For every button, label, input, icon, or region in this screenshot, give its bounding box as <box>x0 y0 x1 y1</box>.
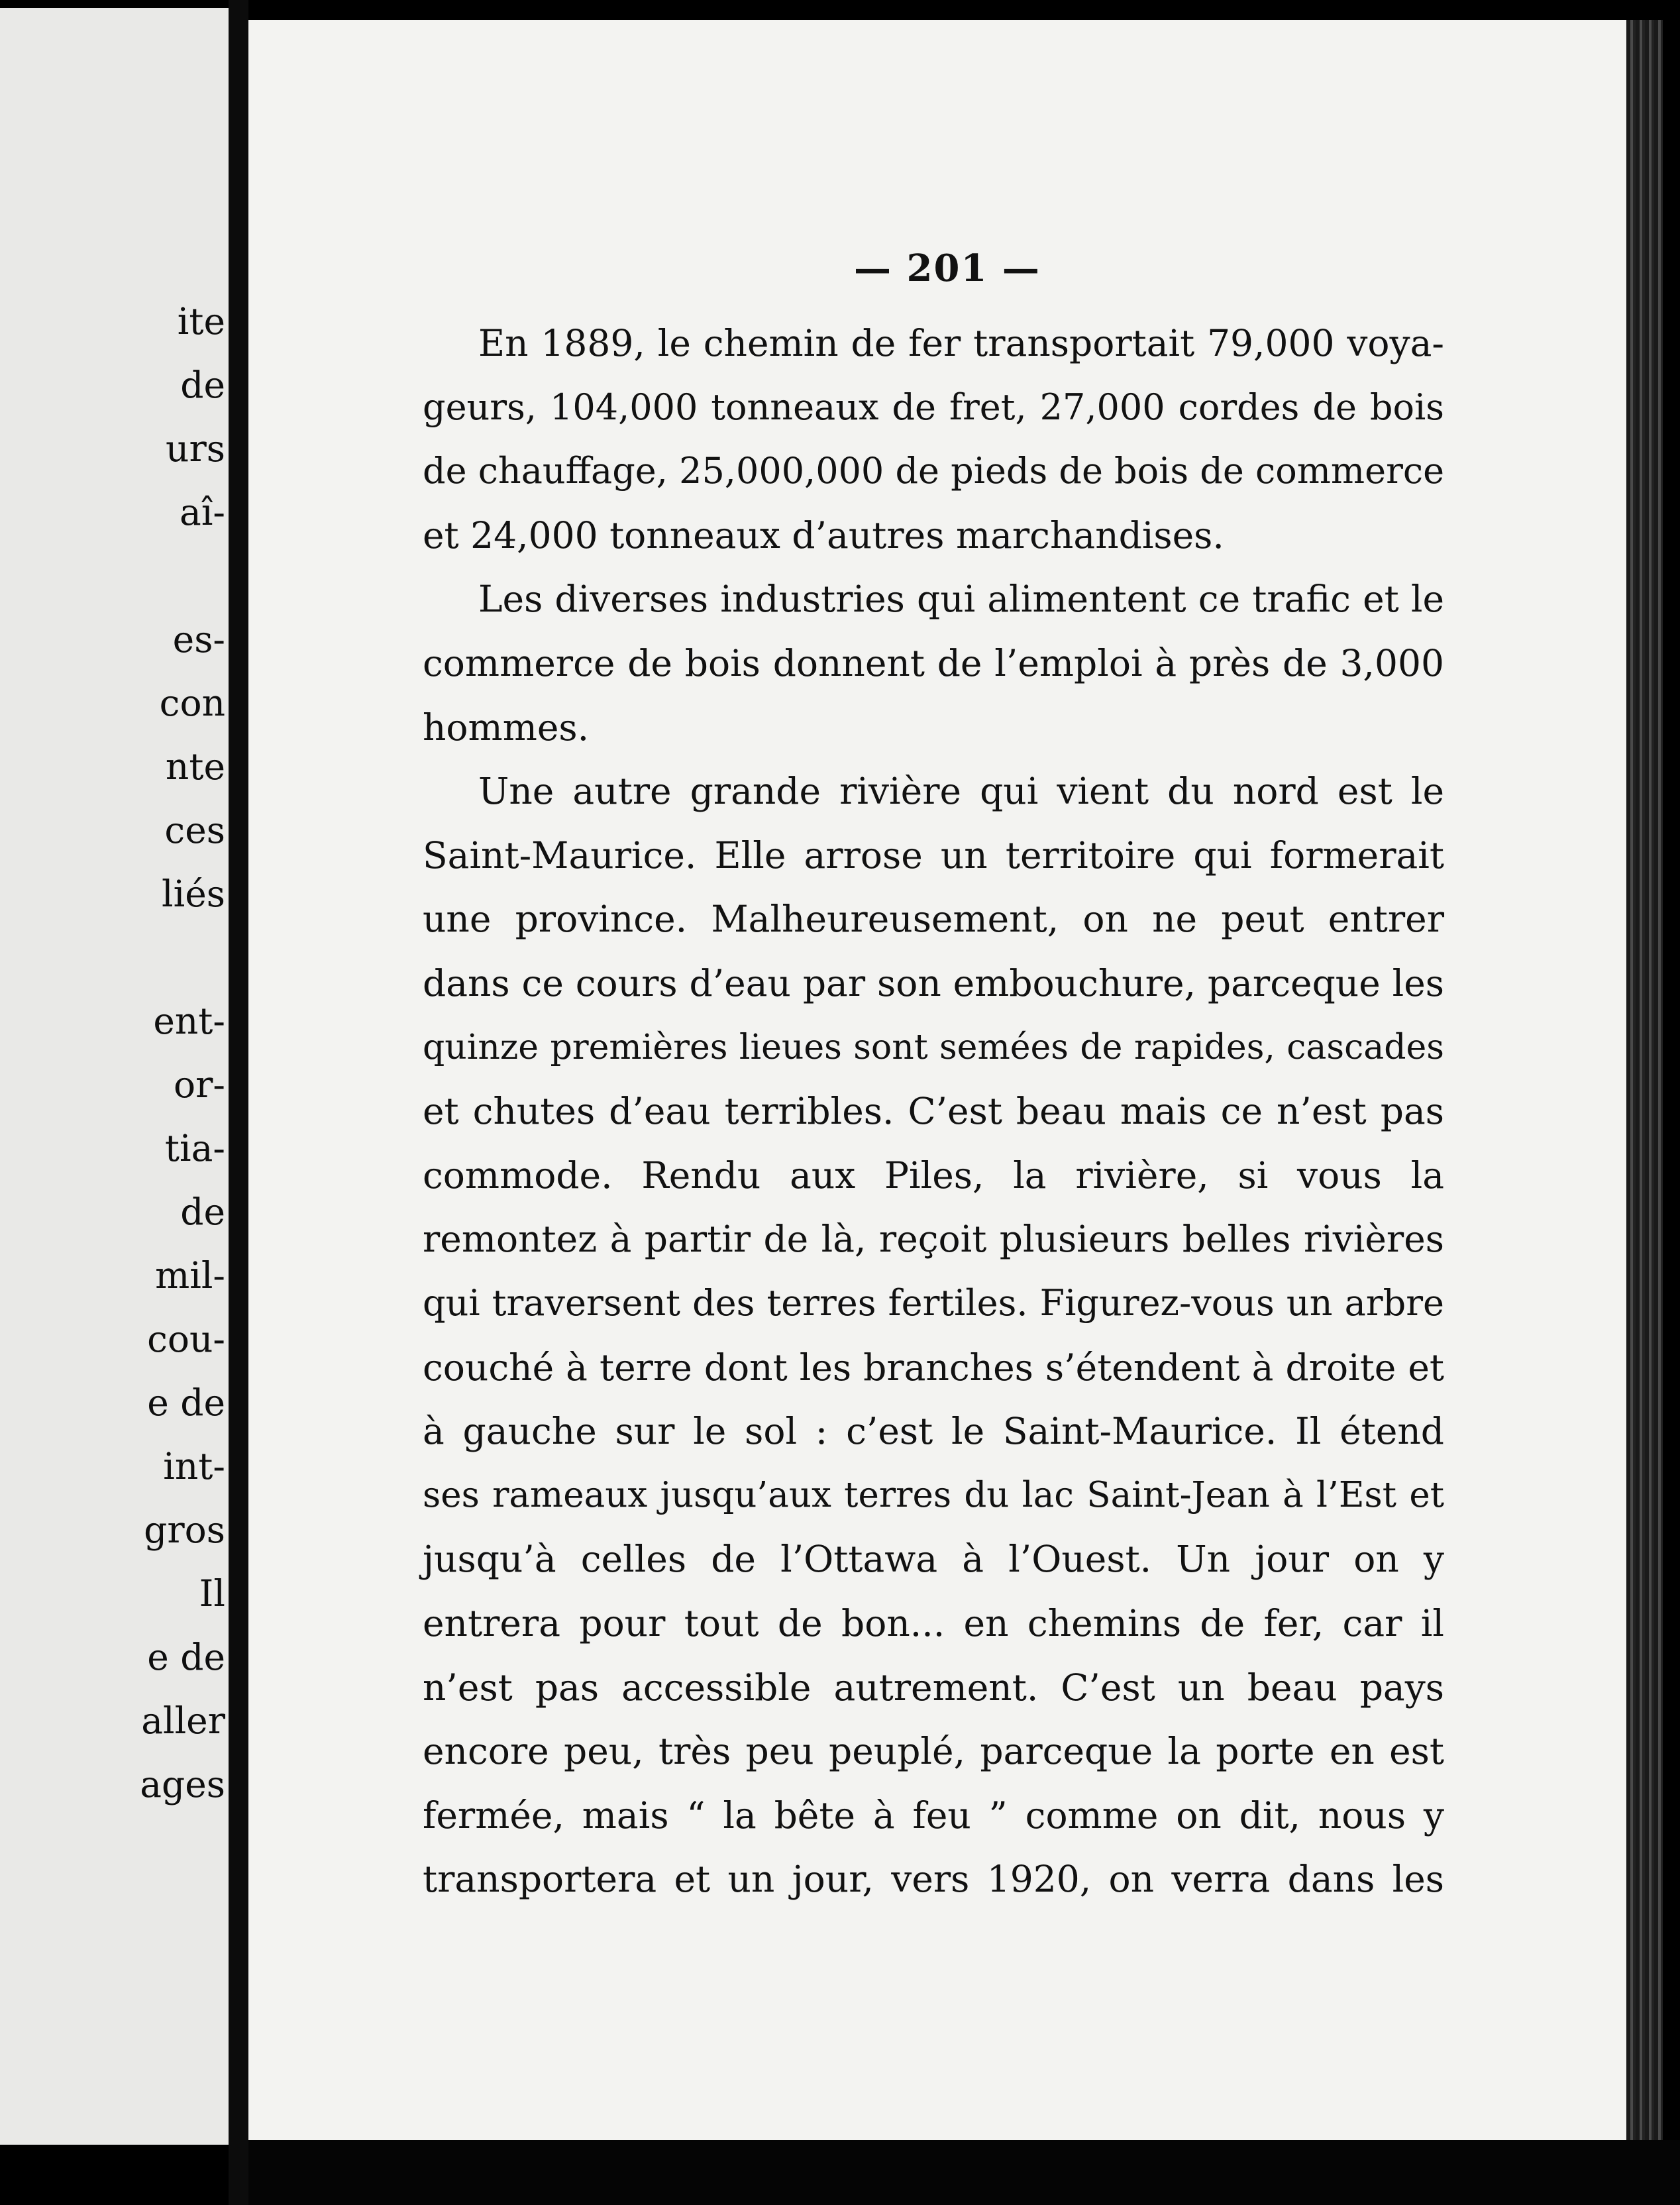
text-line: geurs, 104,000 tonneaux de fret, 27,000 cordes de bois <box>423 386 1444 428</box>
previous-page-line: es- <box>172 618 225 661</box>
previous-page-line: ite <box>177 300 225 343</box>
previous-page-line: ces <box>164 809 225 851</box>
page-number: — 201 — <box>854 246 1041 290</box>
previous-page-line: int- <box>163 1445 225 1487</box>
previous-page-line: nte <box>165 745 225 788</box>
text-line: Saint-Maurice. Elle arrose un territoire qui formerait <box>423 834 1444 877</box>
text-line: remontez à partir de là, reçoit plusieurs belles rivières <box>423 1218 1444 1260</box>
previous-page-line: aller <box>141 1699 225 1742</box>
book-gutter <box>229 0 248 2205</box>
previous-page-line: tia- <box>164 1127 225 1169</box>
text-line: Une autre grande rivière qui vient du nord est le <box>478 770 1444 812</box>
text-line: quinze premières lieues sont semées de rapides, cascades <box>423 1028 1444 1067</box>
text-line: qui traversent des terres fertiles. Figurez-vous un arbre <box>423 1282 1444 1324</box>
text-line: ses rameaux jusqu’aux terres du lac Saint-Jean à l’Est et <box>423 1475 1444 1515</box>
previous-page-line: Il <box>199 1572 225 1615</box>
previous-page-line: e de <box>147 1636 225 1678</box>
text-line: n’est pas accessible autrement. C’est un beau pays <box>423 1666 1444 1709</box>
text-line: dans ce cours d’eau par son embouchure, parceque les <box>423 962 1444 1004</box>
text-line: hommes. <box>423 706 590 749</box>
text-line: entrera pour tout de bon... en chemins de fer, car il <box>423 1602 1444 1644</box>
previous-page-line: ent- <box>153 1000 225 1042</box>
text-line: de chauffage, 25,000,000 de pieds de bois de commerce <box>423 450 1445 492</box>
previous-page-line: cou- <box>147 1318 225 1360</box>
previous-page-line: liés <box>162 873 225 915</box>
text-line: encore peu, très peu peuplé, parceque la porte en est <box>423 1730 1444 1772</box>
previous-page-line: urs <box>166 427 225 470</box>
previous-page-line: mil- <box>155 1254 225 1297</box>
previous-page-line: e de <box>147 1381 225 1424</box>
previous-page-line: ages <box>140 1763 225 1805</box>
previous-page-line: de <box>180 1191 225 1233</box>
text-line: fermée, mais “ la bête à feu ” comme on dit, nous y <box>423 1794 1444 1837</box>
text-line: commerce de bois donnent de l’emploi à près de 3,000 <box>423 642 1444 684</box>
previous-page-line: gros <box>144 1509 225 1551</box>
text-line: une province. Malheureusement, on ne peut entrer <box>423 898 1444 940</box>
text-line: et 24,000 tonneaux d’autres marchandises. <box>423 514 1224 557</box>
text-line: Les diverses industries qui alimentent ce trafic et le <box>478 578 1444 620</box>
previous-page-line: de <box>180 364 225 406</box>
text-line: En 1889, le chemin de fer transportait 79,000 voya- <box>478 322 1444 364</box>
text-line: à gauche sur le sol : c’est le Saint-Maurice. Il étend <box>423 1410 1444 1452</box>
text-line: jusqu’à celles de l’Ottawa à l’Ouest. Un jour on y <box>423 1538 1444 1580</box>
previous-page-line: or- <box>174 1063 225 1106</box>
scan-border <box>248 2140 1680 2205</box>
previous-page-line: aî- <box>180 491 225 533</box>
page-edge <box>1626 20 1663 2140</box>
previous-page-line: con <box>159 682 225 724</box>
text-line: transportera et un jour, vers 1920, on verra dans les <box>423 1858 1444 1900</box>
previous-page <box>0 8 229 2145</box>
text-line: couché à terre dont les branches s’étendent à droite et <box>423 1346 1444 1389</box>
text-line: et chutes d’eau terribles. C’est beau mais ce n’est pas <box>423 1090 1444 1132</box>
text-line: commode. Rendu aux Piles, la rivière, si vous la <box>423 1154 1444 1197</box>
